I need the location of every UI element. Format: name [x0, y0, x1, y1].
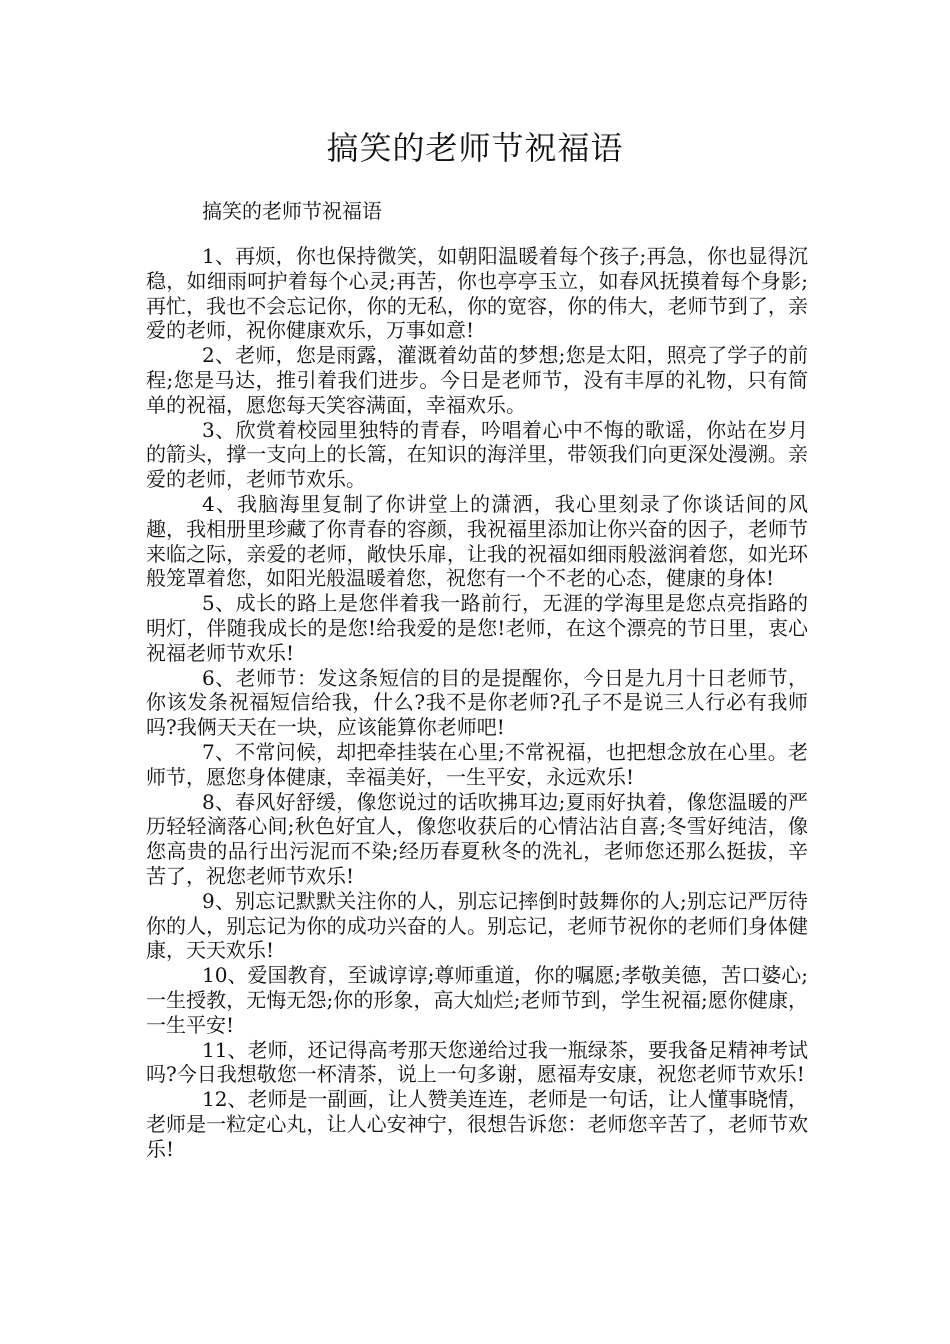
paragraph-9: 9、别忘记默默关注你的人，别忘记摔倒时鼓舞你的人;别忘记严厉待你的人，别忘记为你的成功兴奋的人。别忘记，老师节祝你的老师们身体健康，天天欢乐! — [146, 888, 808, 963]
paragraph-5: 5、成长的路上是您伴着我一路前行，无涯的学海里是您点亮指路的明灯，伴随我成长的是您!给我爱的是您!老师，在这个漂亮的节日里，衷心祝福老师节欢乐! — [146, 591, 808, 665]
paragraph-10: 10、爱国教育，至诚谆谆;尊师重道，你的嘱愿;孝敬美德，苦口婆心;一生授教，无悔无怨;你的形象，高大灿烂;老师节到，学生祝福;愿你健康，一生平安! — [146, 963, 808, 1037]
paragraph-7: 7、不常问候，却把牵挂装在心里;不常祝福，也把想念放在心里。老师节，愿您身体健康，幸福美好，一生平安，永远欢乐! — [146, 739, 808, 789]
document-body — [146, 244, 808, 1161]
paragraph-6: 6、老师节：发这条短信的目的是提醒你，今日是九月十日老师节，你该发条祝福短信给我，什么?我不是你老师?孔子不是说三人行必有我师吗?我俩天天在一块，应该能算你老师吧! — [146, 665, 808, 740]
paragraph-8: 8、春风好舒缓，像您说过的话吹拂耳边;夏雨好执着，像您温暖的严历轻轻滴落心间;秋色好宜人，像您收获后的心情沾沾自喜;冬雪好纯洁，像您高贵的品行出污泥而不染;经历春夏秋冬的洗礼，老师您还那么挺拔，辛苦了，祝您老师节欢乐! — [146, 789, 808, 888]
paragraph-1: 1、再烦，你也保持微笑，如朝阳温暖着每个孩子;再急，你也显得沉稳，如细雨呵护着每个心灵;再苦，你也亭亭玉立，如春风抚摸着每个身影;再忙，我也不会忘记你，你的无私，你的宽容，你的伟大，老师节到了，亲爱的老师，祝你健康欢乐，万事如意! — [146, 244, 808, 343]
document-subtitle: 搞笑的老师节祝福语 — [202, 199, 382, 223]
paragraph-3: 3、欣赏着校园里独特的青春，吟唱着心中不悔的歌谣，你站在岁月的箭头，撑一支向上的长篙，在知识的海洋里，带领我们向更深处漫溯。亲爱的老师，老师节欢乐。 — [146, 417, 808, 492]
document-title: 搞笑的老师节祝福语 — [326, 129, 624, 167]
paragraph-4: 4、我脑海里复制了你讲堂上的潇洒，我心里刻录了你谈话间的风趣，我相册里珍藏了你青春的容颜，我祝福里添加让你兴奋的因子，老师节来临之际，亲爱的老师，敞快乐扉，让我的祝福如细雨般滋润着您，如光环般笼罩着您，如阳光般温暖着您，祝您有一个不老的心态，健康的身体! — [146, 491, 808, 591]
paragraph-11: 11、老师，还记得高考那天您递给过我一瓶绿茶，要我备足精神考试吗?今日我想敬您一杯清茶，说上一句多谢，愿福寿安康，祝您老师节欢乐! — [146, 1037, 808, 1087]
paragraph-12: 12、老师是一副画，让人赞美连连，老师是一句话，让人懂事晓情，老师是一粒定心丸，让人心安神宁，很想告诉您：老师您辛苦了，老师节欢乐! — [146, 1087, 808, 1161]
paragraph-2: 2、老师，您是雨露，灌溉着幼苗的梦想;您是太阳，照亮了学子的前程;您是马达，推引着我们进步。今日是老师节，没有丰厚的礼物，只有简单的祝福，愿您每天笑容满面，幸福欢乐。 — [146, 343, 808, 417]
